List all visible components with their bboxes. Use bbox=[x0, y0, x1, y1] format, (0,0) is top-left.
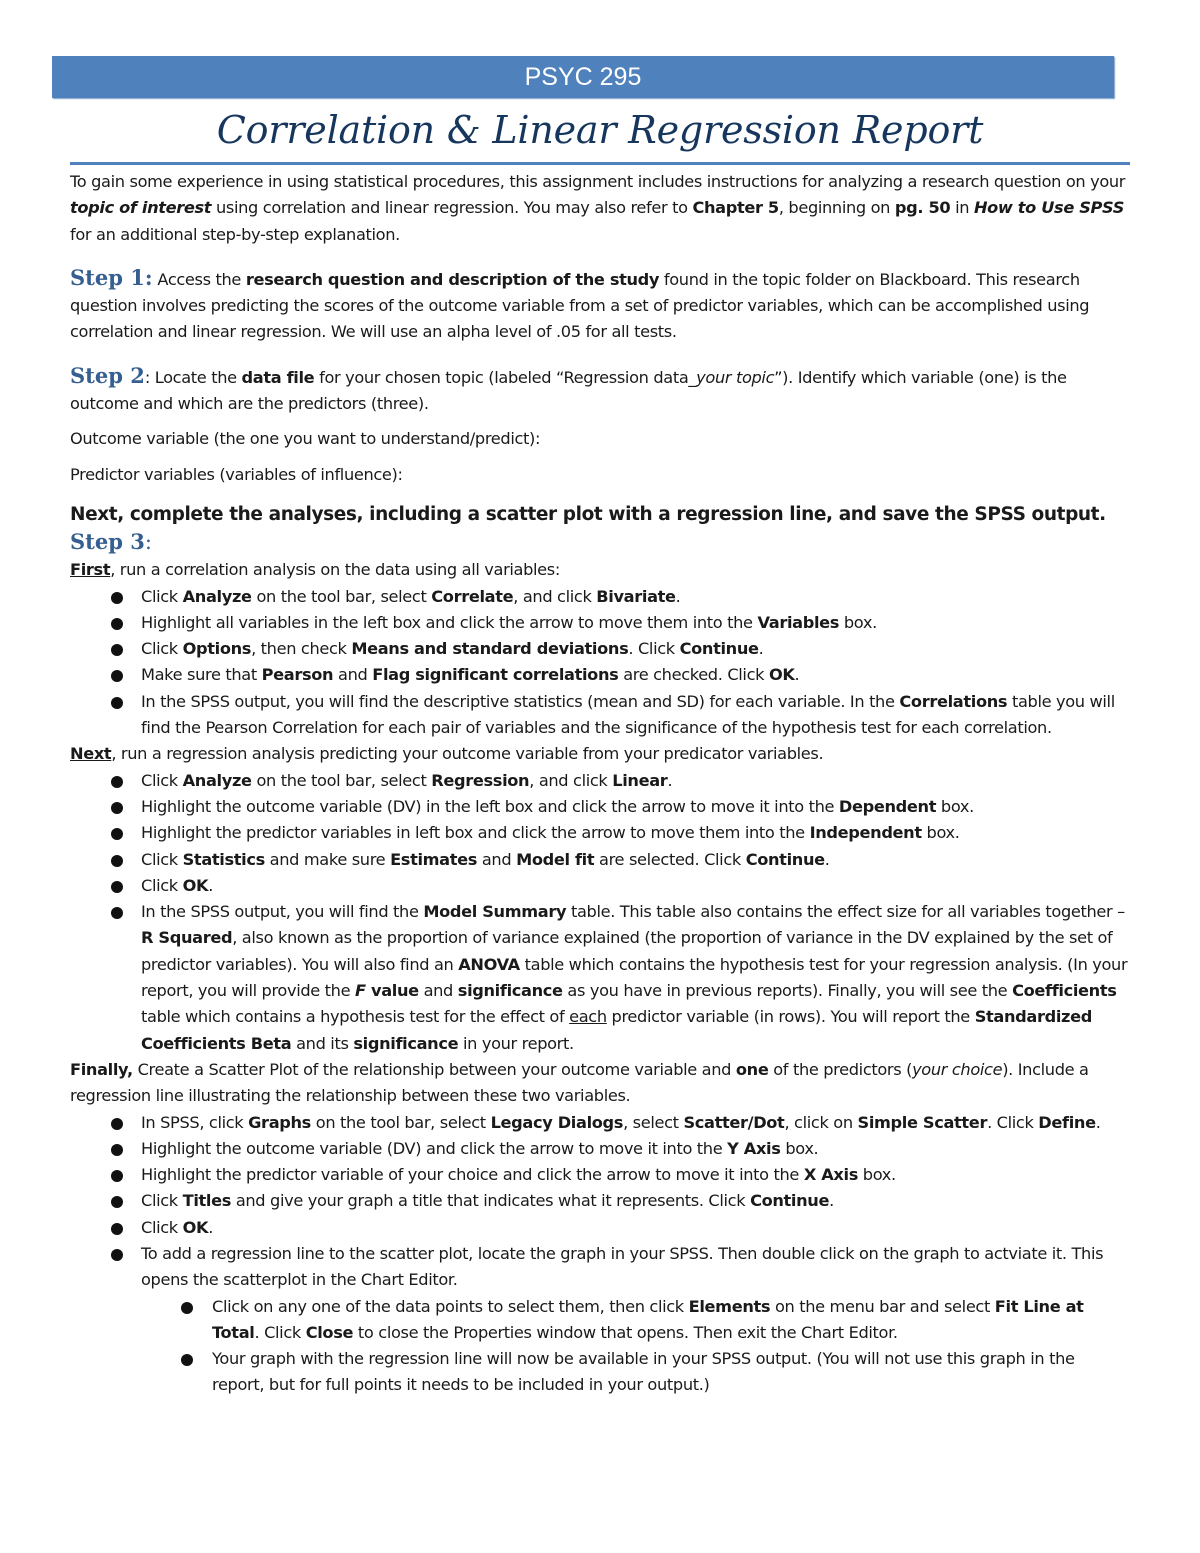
list-item: Click OK. bbox=[70, 1215, 1130, 1241]
correlation-steps-list bbox=[70, 584, 1130, 742]
chart-editor-sublist bbox=[70, 1294, 1130, 1399]
outcome-variable-prompt: Outcome variable (the one you want to understand/predict): bbox=[70, 429, 541, 449]
list-item: Highlight the outcome variable (DV) and click the arrow to move it into the Y Axis box. bbox=[70, 1136, 1130, 1162]
list-item: To add a regression line to the scatter plot, locate the graph in your SPSS. Then double click on the graph to actviate it. This opens the scatterplot in the Chart Editor. bbox=[70, 1241, 1130, 1294]
intro-paragraph: To gain some experience in using statistical procedures, this assignment includes instructions for analyzing a research question on your topic of interest using correlation and linear regression. You may also refer to Chapter 5, beginning on pg. 50 in How to Use SPSS for an additional step-by-step explanation. bbox=[70, 172, 1126, 244]
list-item: Click Analyze on the tool bar, select Regression, and click Linear. bbox=[70, 768, 1130, 794]
scatter-intro: Finally, Create a Scatter Plot of the relationship between your outcome variable and one of the predictors (your choice). Include a regression line illustrating the relationship between these two variables. bbox=[70, 1059, 1089, 1106]
page-title: Correlation & Linear Regression Report bbox=[216, 108, 984, 152]
list-item: In the SPSS output, you will find the descriptive statistics (mean and SD) for each variable. In the Correlations table you will find the Pearson Correlation for each pair of variables and the significance of the hypothesis test for each correlation. bbox=[70, 689, 1130, 742]
correlation-intro: First, run a correlation analysis on the data using all variables: bbox=[70, 560, 560, 580]
list-item: Make sure that Pearson and Flag significant correlations are checked. Click OK. bbox=[70, 662, 1130, 688]
list-item: Highlight the predictor variables in left box and click the arrow to move them into the Independent box. bbox=[70, 820, 1130, 846]
regression-intro: Next, run a regression analysis predicting your outcome variable from your predicator variables. bbox=[70, 744, 824, 764]
step1-paragraph: Step 1: Access the research question and description of the study found in the topic folder on Blackboard. This research question involves predicting the scores of the outcome variable from a set of predictor variables, which can be accomplished using correlation and linear regression. We will use an alpha level of .05 for all tests. bbox=[70, 264, 1090, 342]
step1-heading: Step 1: bbox=[70, 264, 153, 290]
course-banner: PSYC 295 bbox=[52, 56, 1114, 98]
list-item: Click Analyze on the tool bar, select Correlate, and click Bivariate. bbox=[70, 584, 1130, 610]
scatter-steps-list bbox=[70, 1110, 1130, 1294]
regression-steps-list bbox=[70, 768, 1130, 1057]
step2-paragraph: Step 2: Locate the data file for your chosen topic (labeled “Regression data_your topic”). Identify which variable (one) is the outcome and which are the predictors (three). bbox=[70, 362, 1067, 414]
list-item: Click Options, then check Means and standard deviations. Click Continue. bbox=[70, 636, 1130, 662]
list-item: Highlight the outcome variable (DV) in the left box and click the arrow to move it into the Dependent box. bbox=[70, 794, 1130, 820]
title-underline bbox=[70, 162, 1130, 165]
list-item: Click OK. bbox=[70, 873, 1130, 899]
list-item: Highlight the predictor variable of your choice and click the arrow to move it into the X Axis box. bbox=[70, 1162, 1130, 1188]
list-item: In SPSS, click Graphs on the tool bar, select Legacy Dialogs, select Scatter/Dot, click on Simple Scatter. Click Define. bbox=[70, 1110, 1130, 1136]
step2-heading: Step 2 bbox=[70, 362, 145, 388]
step3-heading: Step 3 bbox=[70, 528, 145, 554]
list-item: Your graph with the regression line will now be available in your SPSS output. (You will not use this graph in the report, but for full points it needs to be included in your output.) bbox=[70, 1346, 1130, 1399]
list-item: Click on any one of the data points to select them, then click Elements on the menu bar and select Fit Line at Total. Click Close to close the Properties window that opens. Then exit the Chart Editor. bbox=[70, 1294, 1130, 1347]
predictor-variables-prompt: Predictor variables (variables of influence): bbox=[70, 464, 403, 484]
list-item: Click Titles and give your graph a title that indicates what it represents. Click Continue. bbox=[70, 1188, 1130, 1214]
analyses-instruction: Next, complete the analyses, including a scatter plot with a regression line, and save the SPSS output. bbox=[70, 503, 1106, 525]
step3-heading-line: Step 3: bbox=[70, 528, 152, 554]
list-item: Click Statistics and make sure Estimates and Model fit are selected. Click Continue. bbox=[70, 847, 1130, 873]
document-body bbox=[70, 169, 1130, 1399]
list-item: In the SPSS output, you will find the Model Summary table. This table also contains the effect size for all variables together – R Squared, also known as the proportion of variance explained (the proportion of variance in the DV explained by the set of predictor variables). You will also find an ANOVA table which contains the hypothesis test for your regression analysis. (In your report, you will provide the F value and significance as you have in previous reports). Finally, you will see the Coefficients table which contains a hypothesis test for the effect of each predictor variable (in rows). You will report the Standardized Coefficients Beta and its significance in your report. bbox=[70, 899, 1130, 1057]
list-item: Highlight all variables in the left box and click the arrow to move them into the Variables box. bbox=[70, 610, 1130, 636]
